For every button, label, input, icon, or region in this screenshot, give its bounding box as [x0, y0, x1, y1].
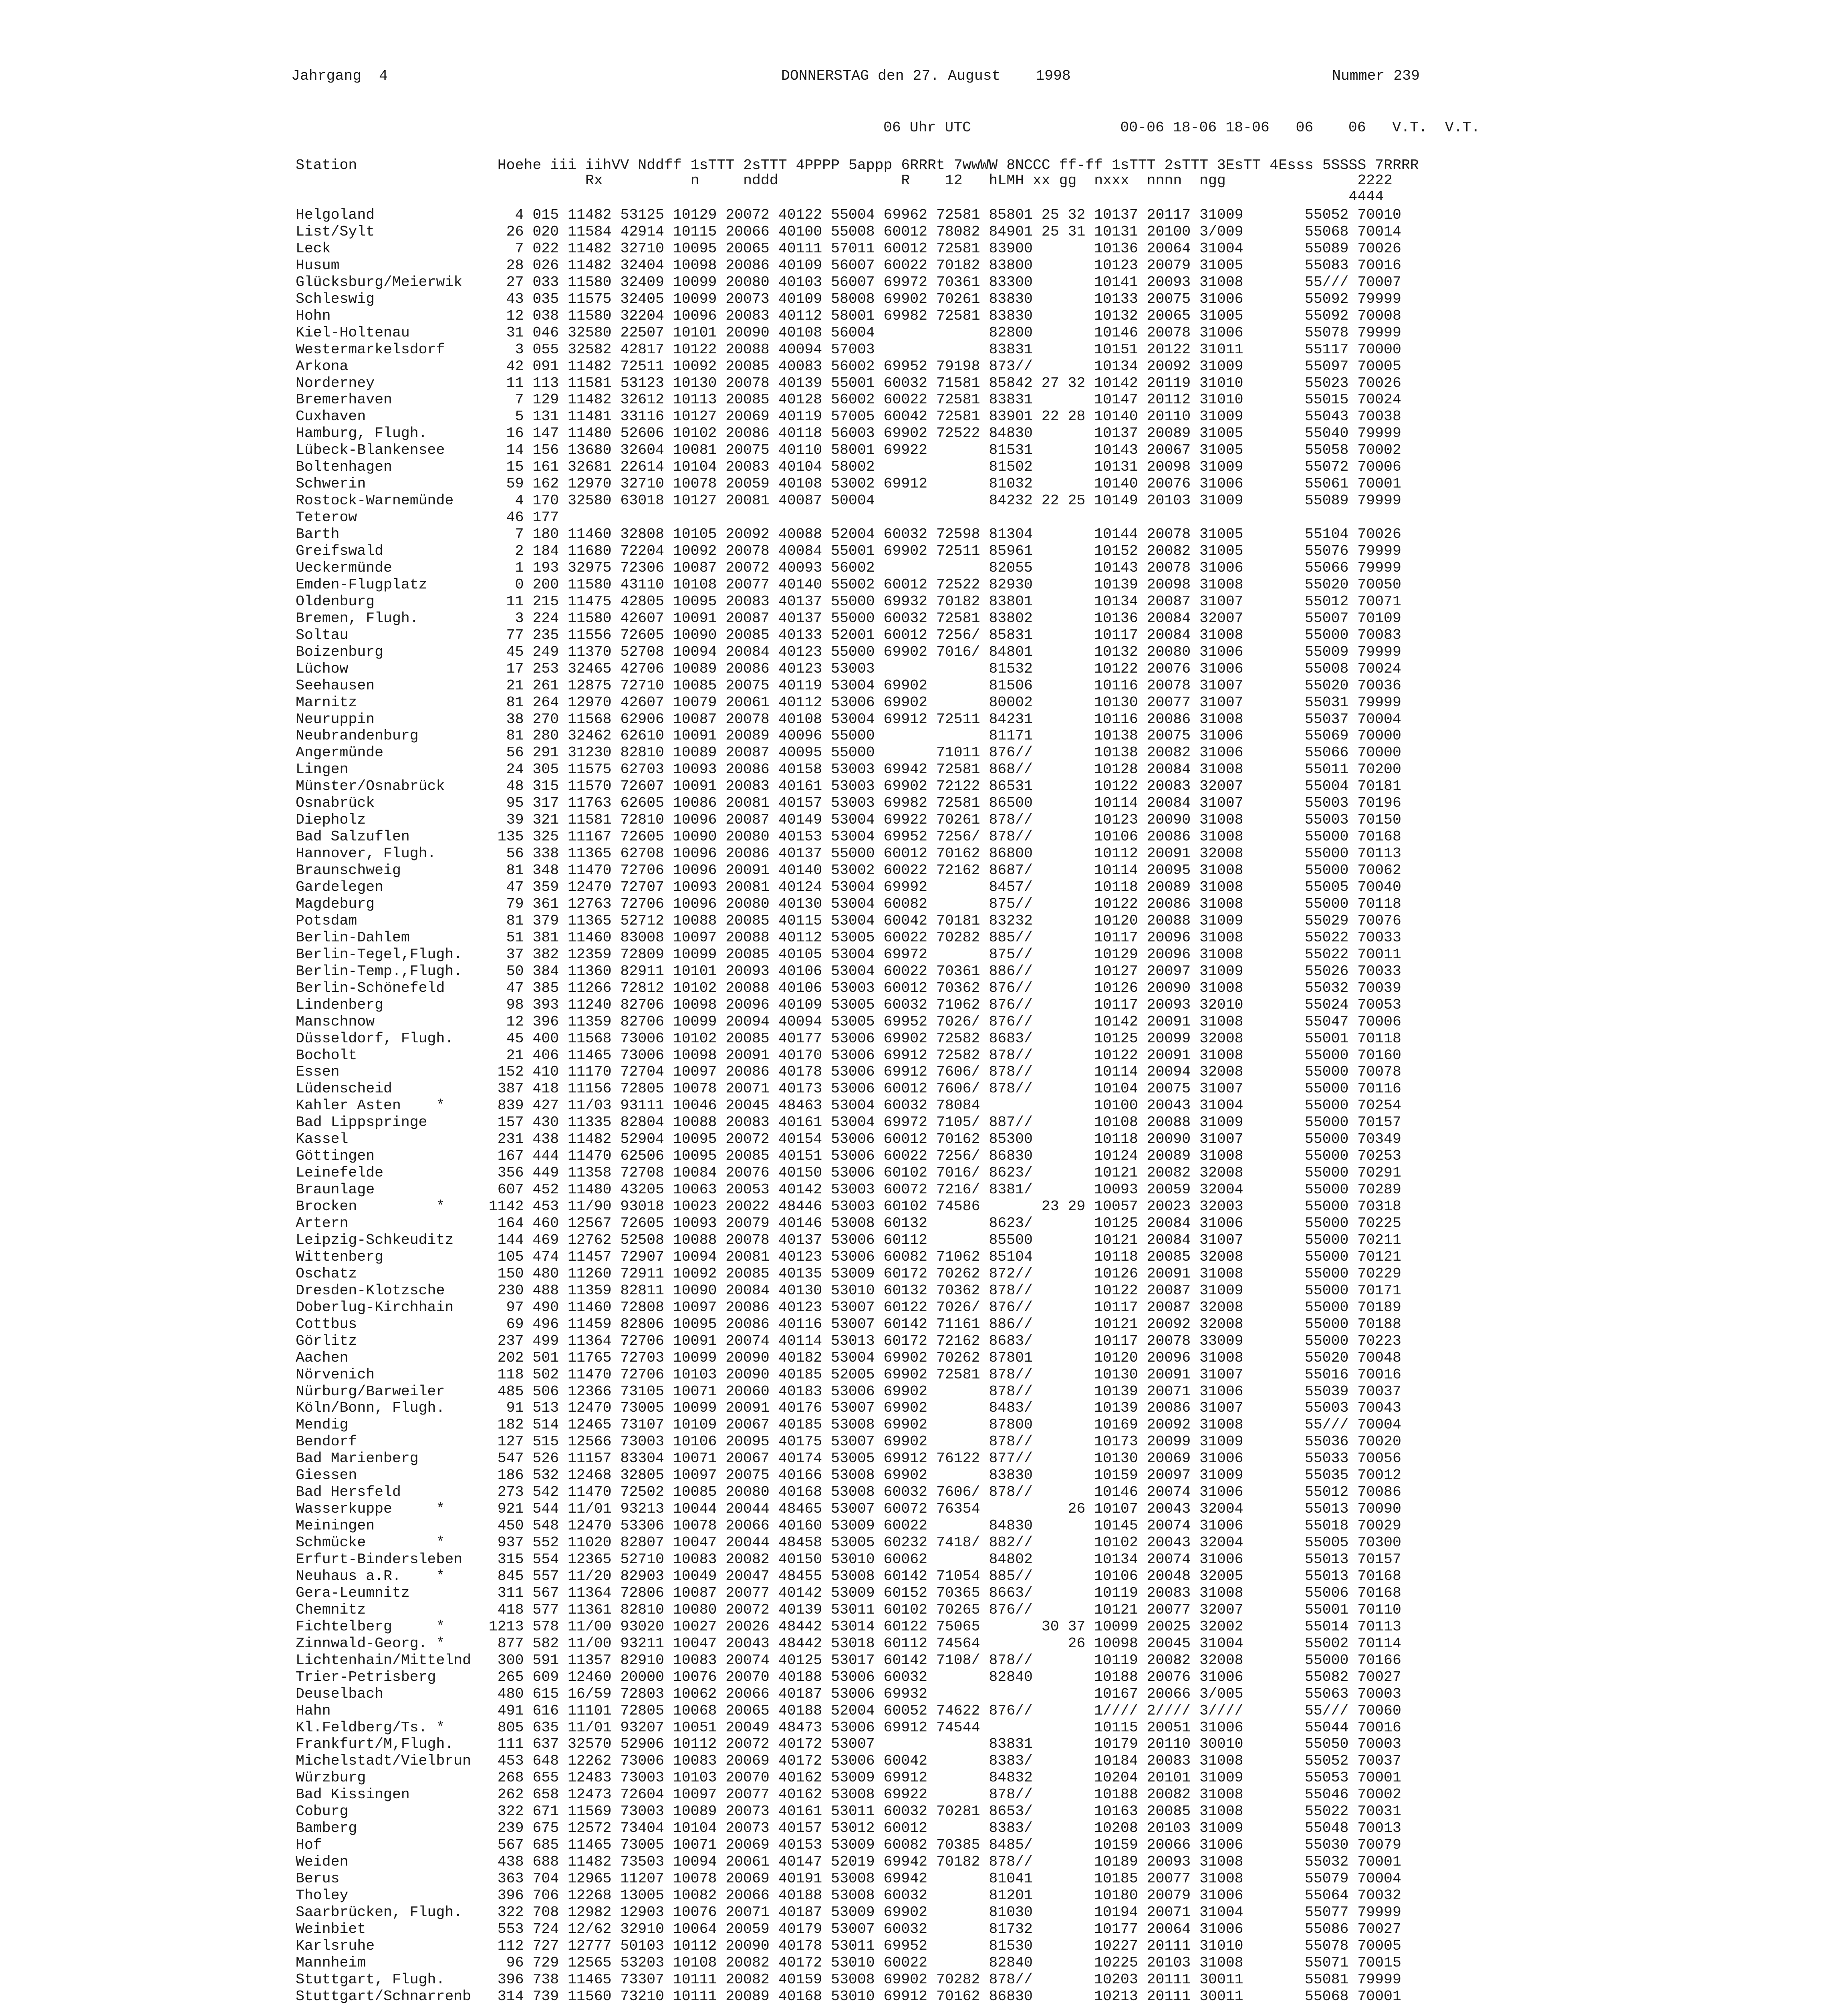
station-row: Bendorf 127 515 12566 73003 10106 20095 40175 53007 69902 878// 10173 20099 31009 55036 70020	[296, 1433, 1401, 1450]
station-row: Stuttgart/Schnarrenb 314 739 11560 73210 10111 20089 40168 53010 69912 70162 86830 10213 20111 30011 55068 70001	[296, 1988, 1401, 2003]
station-row: Trier-Petrisberg 265 609 12460 20000 10076 20070 40188 53006 60032 82840 10188 20076 31006 55082 70027	[296, 1668, 1401, 1685]
column-header-time-row: 06 Uhr UTC 00-06 18-06 18-06 06 06 V.T. V.T.	[883, 119, 1480, 136]
station-row: Bad Kissingen 262 658 12473 72604 10097 20077 40162 53008 69922 878// 10188 20082 31008 55046 70002	[296, 1786, 1401, 1803]
station-row: Marnitz 81 264 12970 42607 10079 20061 40112 53006 69902 80002 10130 20077 31007 55031 79999	[296, 694, 1401, 711]
station-row: Hannover, Flugh. 56 338 11365 62708 10096 20086 40137 55000 60012 70162 86800 10112 20091 32008 55000 70113	[296, 845, 1401, 862]
station-row: Berlin-Schönefeld 47 385 11266 72812 10102 20088 40106 53003 60012 70362 876// 10126 20090 31008 55032 70039	[296, 979, 1401, 996]
column-header-sub-row-2: 4444	[296, 188, 1384, 205]
station-row: Kiel-Holtenau 31 046 32580 22507 10101 20090 40108 56004 82800 10146 20078 31006 55078 79999	[296, 324, 1401, 341]
station-row: Schleswig 43 035 11575 32405 10099 20073 40109 58008 69902 70261 83830 10133 20075 31006 55092 79999	[296, 290, 1401, 307]
station-row: Bocholt 21 406 11465 73006 10098 20091 40170 53006 69912 72582 878// 10122 20091 31008 55000 70160	[296, 1047, 1401, 1064]
station-row: Hamburg, Flugh. 16 147 11480 52606 10102 20086 40118 56003 69902 72522 84830 10137 20089 31005 55040 79999	[296, 425, 1401, 442]
station-row: Bremerhaven 7 129 11482 32612 10113 20085 40128 56002 60022 72581 83831 10147 20112 31010 55015 70024	[296, 391, 1401, 408]
station-row: Essen 152 410 11170 72704 10097 20086 40178 53006 69912 7606/ 878// 10114 20094 32008 55000 70078	[296, 1064, 1401, 1080]
column-header-sub-row: Rx n nddd R 12 hLMH xx gg nxxx nnnn ngg 2222	[296, 172, 1393, 189]
station-row: Bad Hersfeld 273 542 11470 72502 10085 20080 40168 53008 60032 7606/ 878// 10146 20074 31006 55012 70086	[296, 1484, 1401, 1501]
station-row: Boizenburg 45 249 11370 52708 10094 20084 40123 55000 69902 7016/ 84801 10132 20080 31006 55009 79999	[296, 643, 1401, 660]
station-row: Greifswald 2 184 11680 72204 10092 20078 40084 55001 69902 72511 85961 10152 20082 31005 55076 79999	[296, 543, 1401, 559]
station-row: Braunlage 607 452 11480 43205 10063 20053 40142 53003 60072 7216/ 8381/ 10093 20059 32004 55000 70289	[296, 1181, 1401, 1198]
station-row: Köln/Bonn, Flugh. 91 513 12470 73005 10099 20091 40176 53007 69902 8483/ 10139 20086 31007 55003 70043	[296, 1400, 1401, 1417]
station-row: Diepholz 39 321 11581 72810 10096 20087 40149 53004 69922 70261 878// 10123 20090 31008 55003 70150	[296, 812, 1401, 828]
station-row: Lüchow 17 253 32465 42706 10089 20086 40123 53003 81532 10122 20076 31006 55008 70024	[296, 660, 1401, 677]
station-row: Teterow 46 177	[296, 509, 559, 526]
station-row: Emden-Flugplatz 0 200 11580 43110 10108 20077 40140 55002 60012 72522 82930 10139 20098 31008 55020 70050	[296, 576, 1401, 593]
station-row: Manschnow 12 396 11359 82706 10099 20094 40094 53005 69952 7026/ 876// 10142 20091 31008 55047 70006	[296, 1013, 1401, 1030]
station-row: Cuxhaven 5 131 11481 33116 10127 20069 40119 57005 60042 72581 83901 22 28 10140 20110 31009 55043 70038	[296, 408, 1401, 425]
station-row: Karlsruhe 112 727 12777 50103 10112 20090 40178 53011 69952 81530 10227 20111 31010 55078 70005	[296, 1937, 1401, 1954]
station-row: Leinefelde 356 449 11358 72708 10084 20076 40150 53006 60102 7016/ 8623/ 10121 20082 32008 55000 70291	[296, 1165, 1401, 1181]
station-row: Giessen 186 532 12468 32805 10097 20075 40166 53008 69902 83830 10159 20097 31009 55035 70012	[296, 1467, 1401, 1484]
issue-number: Nummer 239	[1332, 68, 1420, 84]
station-row: Lübeck-Blankensee 14 156 13680 32604 10081 20075 40110 58001 69922 81531 10143 20067 31005 55058 70002	[296, 442, 1401, 459]
station-row: Kassel 231 438 11482 52904 10095 20072 40154 53006 60012 70162 85300 10118 20090 31007 55000 70349	[296, 1131, 1401, 1148]
station-row: Brocken * 1142 453 11/90 93018 10023 20022 48446 53003 60102 74586 23 29 10057 20023 32003 55000 70318	[296, 1198, 1401, 1215]
station-row: Barth 7 180 11460 32808 10105 20092 40088 52004 60032 72598 81304 10144 20078 31005 55104 70026	[296, 526, 1401, 543]
station-row: Stuttgart, Flugh. 396 738 11465 73307 10111 20082 40159 53008 69902 70282 878// 10203 20111 30011 55081 79999	[296, 1971, 1401, 1988]
station-row: Gera-Leumnitz 311 567 11364 72806 10087 20077 40142 53009 60152 70365 8663/ 10119 20083 31008 55006 70168	[296, 1584, 1401, 1601]
station-row: Weinbiet 553 724 12/62 32910 10064 20059 40179 53007 60032 81732 10177 20064 31006 55086 70027	[296, 1920, 1401, 1937]
station-row: Seehausen 21 261 12875 72710 10085 20075 40119 53004 69902 81506 10116 20078 31007 55020 70036	[296, 677, 1401, 694]
station-row: Soltau 77 235 11556 72605 10090 20085 40133 52001 60012 7256/ 85831 10117 20084 31008 55000 70083	[296, 627, 1401, 643]
station-row: Erfurt-Bindersleben 315 554 12365 52710 10083 20082 40150 53010 60062 84802 10134 20074 31006 55013 70157	[296, 1551, 1401, 1568]
station-row: Meiningen 450 548 12470 53306 10078 20066 40160 53009 60022 84830 10145 20074 31006 55018 70029	[296, 1517, 1401, 1534]
station-row: Dresden-Klotzsche 230 488 11359 82811 10090 20084 40130 53010 60132 70362 878// 10122 20087 31009 55000 70171	[296, 1282, 1401, 1299]
station-row: Göttingen 167 444 11470 62506 10095 20085 40151 53006 60022 7256/ 86830 10124 20089 31008 55000 70253	[296, 1148, 1401, 1165]
station-row: Chemnitz 418 577 11361 82810 10080 20072 40139 53011 60102 70265 876// 10121 20077 32007 55001 70110	[296, 1601, 1401, 1618]
station-row: Glücksburg/Meierwik 27 033 11580 32409 10099 20080 40103 56007 69972 70361 83300 10141 20093 31008 55/// 70007	[296, 274, 1401, 290]
station-row: Lindenberg 98 393 11240 82706 10098 20096 40109 53005 60032 71062 876// 10117 20093 32010 55024 70053	[296, 996, 1401, 1013]
station-row: Lingen 24 305 11575 62703 10093 20086 40158 53003 69942 72581 868// 10128 20084 31008 55011 70200	[296, 761, 1401, 778]
station-row: Boltenhagen 15 161 32681 22614 10104 20083 40104 58002 81502 10131 20098 31009 55072 70006	[296, 459, 1401, 476]
station-row: Berlin-Temp.,Flugh. 50 384 11360 82911 10101 20093 40106 53004 60022 70361 886// 10127 20097 31009 55026 70033	[296, 963, 1401, 979]
station-row: Berlin-Dahlem 51 381 11460 83008 10097 20088 40112 53005 60022 70282 885// 10117 20096 31008 55022 70033	[296, 929, 1401, 946]
station-row: Leipzig-Schkeuditz 144 469 12762 52508 10088 20078 40137 53006 60112 85500 10121 20084 31007 55000 70211	[296, 1231, 1401, 1248]
station-row: Cottbus 69 496 11459 82806 10095 20086 40116 53007 60142 71161 886// 10121 20092 32008 55000 70188	[296, 1316, 1401, 1332]
station-row: Hohn 12 038 11580 32204 10096 20083 40112 58001 69982 72581 83830 10132 20065 31005 55092 70008	[296, 307, 1401, 324]
station-row: Oldenburg 11 215 11475 42805 10095 20083 40137 55000 69932 70182 83801 10134 20087 31007 55012 70071	[296, 593, 1401, 610]
station-row: Berus 363 704 12965 11207 10078 20069 40191 53008 69942 81041 10185 20077 31008 55079 70004	[296, 1870, 1401, 1887]
station-row: Neuhaus a.R. * 845 557 11/20 82903 10049 20047 48455 53008 60142 71054 885// 10106 20048 32005 55013 70168	[296, 1568, 1401, 1584]
station-row: Mendig 182 514 12465 73107 10109 20067 40185 53008 69902 87800 10169 20092 31008 55/// 70004	[296, 1417, 1401, 1433]
station-row: Artern 164 460 12567 72605 10093 20079 40146 53008 60132 8623/ 10125 20084 31006 55000 70225	[296, 1215, 1401, 1231]
station-row: Nürburg/Barweiler 485 506 12366 73105 10071 20060 40183 53006 69902 878// 10139 20071 31006 55039 70037	[296, 1383, 1401, 1400]
jahrgang-label: Jahrgang 4	[291, 68, 388, 84]
station-row: Lüdenscheid 387 418 11156 72805 10078 20071 40173 53006 60012 7606/ 878// 10104 20075 31007 55000 70116	[296, 1080, 1401, 1097]
station-row: Wittenberg 105 474 11457 72907 10094 20081 40123 53006 60082 71062 85104 10118 20085 32008 55000 70121	[296, 1248, 1401, 1265]
station-row: Düsseldorf, Flugh. 45 400 11568 73006 10102 20085 40177 53006 69902 72582 8683/ 10125 20099 32008 55001 70118	[296, 1030, 1401, 1047]
station-row: Schmücke * 937 552 11020 82807 10047 20044 48458 53005 60232 7418/ 882// 10102 20043 32004 55005 70300	[296, 1534, 1401, 1551]
station-row: Helgoland 4 015 11482 53125 10129 20072 40122 55004 69962 72581 85801 25 32 10137 20117 31009 55052 70010	[296, 207, 1401, 223]
station-row: Weiden 438 688 11482 73503 10094 20061 40147 52019 69942 70182 878// 10189 20093 31008 55032 70001	[296, 1854, 1401, 1870]
station-row: Rostock-Warnemünde 4 170 32580 63018 10127 20081 40087 50004 84232 22 25 10149 20103 31009 55089 79999	[296, 492, 1401, 509]
station-row: Braunschweig 81 348 11470 72706 10096 20091 40140 53002 60022 72162 8687/ 10114 20095 31008 55000 70062	[296, 862, 1401, 879]
station-row: Angermünde 56 291 31230 82810 10089 20087 40095 55000 71011 876// 10138 20082 31006 55066 70000	[296, 744, 1401, 761]
station-row: Neuruppin 38 270 11568 62906 10087 20078 40108 53004 69912 72511 84231 10116 20086 31008 55037 70004	[296, 711, 1401, 727]
station-row: Potsdam 81 379 11365 52712 10088 20085 40115 53004 60042 70181 83232 10120 20088 31009 55029 70076	[296, 912, 1401, 929]
station-row: Neubrandenburg 81 280 32462 62610 10091 20089 40096 55000 81171 10138 20075 31006 55069 70000	[296, 727, 1401, 744]
station-row: Fichtelberg * 1213 578 11/00 93020 10027 20026 48442 53014 60122 75065 30 37 10099 20025 32002 55014 70113	[296, 1618, 1401, 1635]
station-row: Kahler Asten * 839 427 11/03 93111 10046 20045 48463 53004 60032 78084 10100 20043 31004 55000 70254	[296, 1097, 1401, 1114]
station-row: Bad Salzuflen 135 325 11167 72605 10090 20080 40153 53004 69952 7256/ 878// 10106 20086 31008 55000 70168	[296, 828, 1401, 845]
station-row: Frankfurt/M,Flugh. 111 637 32570 52906 10112 20072 40172 53007 83831 10179 20110 30010 55050 70003	[296, 1736, 1401, 1753]
station-row: Oschatz 150 480 11260 72911 10092 20085 40135 53009 60172 70262 872// 10126 20091 31008 55000 70229	[296, 1265, 1401, 1282]
station-row: Münster/Osnabrück 48 315 11570 72607 10091 20083 40161 53003 69902 72122 86531 10122 20083 32007 55004 70181	[296, 778, 1401, 795]
station-row: Tholey 396 706 12268 13005 10082 20066 40188 53008 60032 81201 10180 20079 31006 55064 70032	[296, 1887, 1401, 1904]
station-row: Coburg 322 671 11569 73003 10089 20073 40161 53011 60032 70281 8653/ 10163 20085 31008 55022 70031	[296, 1803, 1401, 1820]
station-row: List/Sylt 26 020 11584 42914 10115 20066 40100 55008 60012 78082 84901 25 31 10131 20100 3/009 55068 70014	[296, 223, 1401, 240]
station-row: Doberlug-Kirchhain 97 490 11460 72808 10097 20086 40123 53007 60122 7026/ 876// 10117 20087 32008 55000 70189	[296, 1299, 1401, 1316]
station-row: Mannheim 96 729 12565 53203 10108 20082 40172 53010 60022 82840 10225 20103 31008 55071 70015	[296, 1954, 1401, 1971]
station-row: Görlitz 237 499 11364 72706 10091 20074 40114 53013 60172 72162 8683/ 10117 20078 33009 55000 70223	[296, 1332, 1401, 1349]
station-row: Nörvenich 118 502 11470 72706 10103 20090 40185 52005 69902 72581 878// 10130 20091 31007 55016 70016	[296, 1366, 1401, 1383]
station-row: Arkona 42 091 11482 72511 10092 20085 40083 56002 69952 79198 873// 10134 20092 31009 55097 70005	[296, 358, 1401, 375]
station-row: Westermarkelsdorf 3 055 32582 42817 10122 20088 40094 57003 83831 10151 20122 31011 55117 70000	[296, 341, 1401, 358]
station-row: Norderney 11 113 11581 53123 10130 20078 40139 55001 60032 71581 85842 27 32 10142 20119 31010 55023 70026	[296, 375, 1401, 391]
station-row: Hof 567 685 11465 73005 10071 20069 40153 53009 60082 70385 8485/ 10159 20066 31006 55030 70079	[296, 1837, 1401, 1854]
station-row: Saarbrücken, Flugh. 322 708 12982 12903 10076 20071 40187 53009 69902 81030 10194 20071 31004 55077 79999	[296, 1904, 1401, 1920]
station-row: Gardelegen 47 359 12470 72707 10093 20081 40124 53004 69992 8457/ 10118 20089 31008 55005 70040	[296, 879, 1401, 895]
station-row: Bad Lippspringe 157 430 11335 82804 10088 20083 40161 53004 69972 7105/ 887// 10108 20088 31009 55000 70157	[296, 1114, 1401, 1131]
station-row: Bad Marienberg 547 526 11157 83304 10071 20067 40174 53005 69912 76122 877// 10130 20069 31006 55033 70056	[296, 1450, 1401, 1467]
station-row: Würzburg 268 655 12483 73003 10103 20070 40162 53009 69912 84832 10204 20101 31009 55053 70001	[296, 1769, 1401, 1786]
date-label: DONNERSTAG den 27. August 1998	[781, 68, 1071, 84]
station-row: Berlin-Tegel,Flugh. 37 382 12359 72809 10099 20085 40105 53004 69972 875// 10129 20096 31008 55022 70011	[296, 946, 1401, 963]
station-row: Aachen 202 501 11765 72703 10099 20090 40182 53004 69902 70262 87801 10120 20096 31008 55020 70048	[296, 1349, 1401, 1366]
station-row: Osnabrück 95 317 11763 62605 10086 20081 40157 53003 69982 72581 86500 10114 20084 31007 55003 70196	[296, 795, 1401, 812]
station-row: Husum 28 026 11482 32404 10098 20086 40109 56007 60022 70182 83800 10123 20079 31005 55083 70016	[296, 257, 1401, 274]
column-header-codes-row: Station Hoehe iii iihVV Nddff 1sTTT 2sTTT 4PPPP 5appp 6RRRt 7wwWW 8NCCC ff-ff 1sTTT 2sTTT 3EsTT 4Esss 5SSSS 7RRRR	[296, 157, 1419, 173]
station-row: Wasserkuppe * 921 544 11/01 93213 10044 20044 48465 53007 60072 76354 26 10107 20043 32004 55013 70090	[296, 1501, 1401, 1517]
station-row: Lichtenhain/Mittelnd 300 591 11357 82910 10083 20074 40125 53017 60142 7108/ 878// 10119 20082 32008 55000 70166	[296, 1652, 1401, 1668]
station-row: Zinnwald-Georg. * 877 582 11/00 93211 10047 20043 48442 53018 60112 74564 26 10098 20045 31004 55002 70114	[296, 1635, 1401, 1652]
station-row: Hahn 491 616 11101 72805 10068 20065 40188 52004 60052 74622 876// 1//// 2//// 3//// 55/// 70060	[296, 1702, 1401, 1719]
station-row: Leck 7 022 11482 32710 10095 20065 40111 57011 60012 72581 83900 10136 20064 31004 55089 70026	[296, 240, 1401, 257]
station-row: Kl.Feldberg/Ts. * 805 635 11/01 93207 10051 20049 48473 53006 69912 74544 10115 20051 31006 55044 70016	[296, 1719, 1401, 1736]
station-row: Ueckermünde 1 193 32975 72306 10087 20072 40093 56002 82055 10143 20078 31006 55066 79999	[296, 559, 1401, 576]
station-row: Schwerin 59 162 12970 32710 10078 20059 40108 53002 69912 81032 10140 20076 31006 55061 70001	[296, 476, 1401, 492]
station-row: Bremen, Flugh. 3 224 11580 42607 10091 20087 40137 55000 60032 72581 83802 10136 20084 32007 55007 70109	[296, 610, 1401, 627]
station-row: Deuselbach 480 615 16/59 72803 10062 20066 40187 53006 69932 10167 20066 3/005 55063 70003	[296, 1685, 1401, 1702]
station-row: Michelstadt/Vielbrun 453 648 12262 73006 10083 20069 40172 53006 60042 8383/ 10184 20083 31008 55052 70037	[296, 1753, 1401, 1769]
station-row: Magdeburg 79 361 12763 72706 10096 20080 40130 53004 60082 875// 10122 20086 31008 55000 70118	[296, 895, 1401, 912]
station-row: Bamberg 239 675 12572 73404 10104 20073 40157 53012 60012 8383/ 10208 20103 31009 55048 70013	[296, 1820, 1401, 1837]
